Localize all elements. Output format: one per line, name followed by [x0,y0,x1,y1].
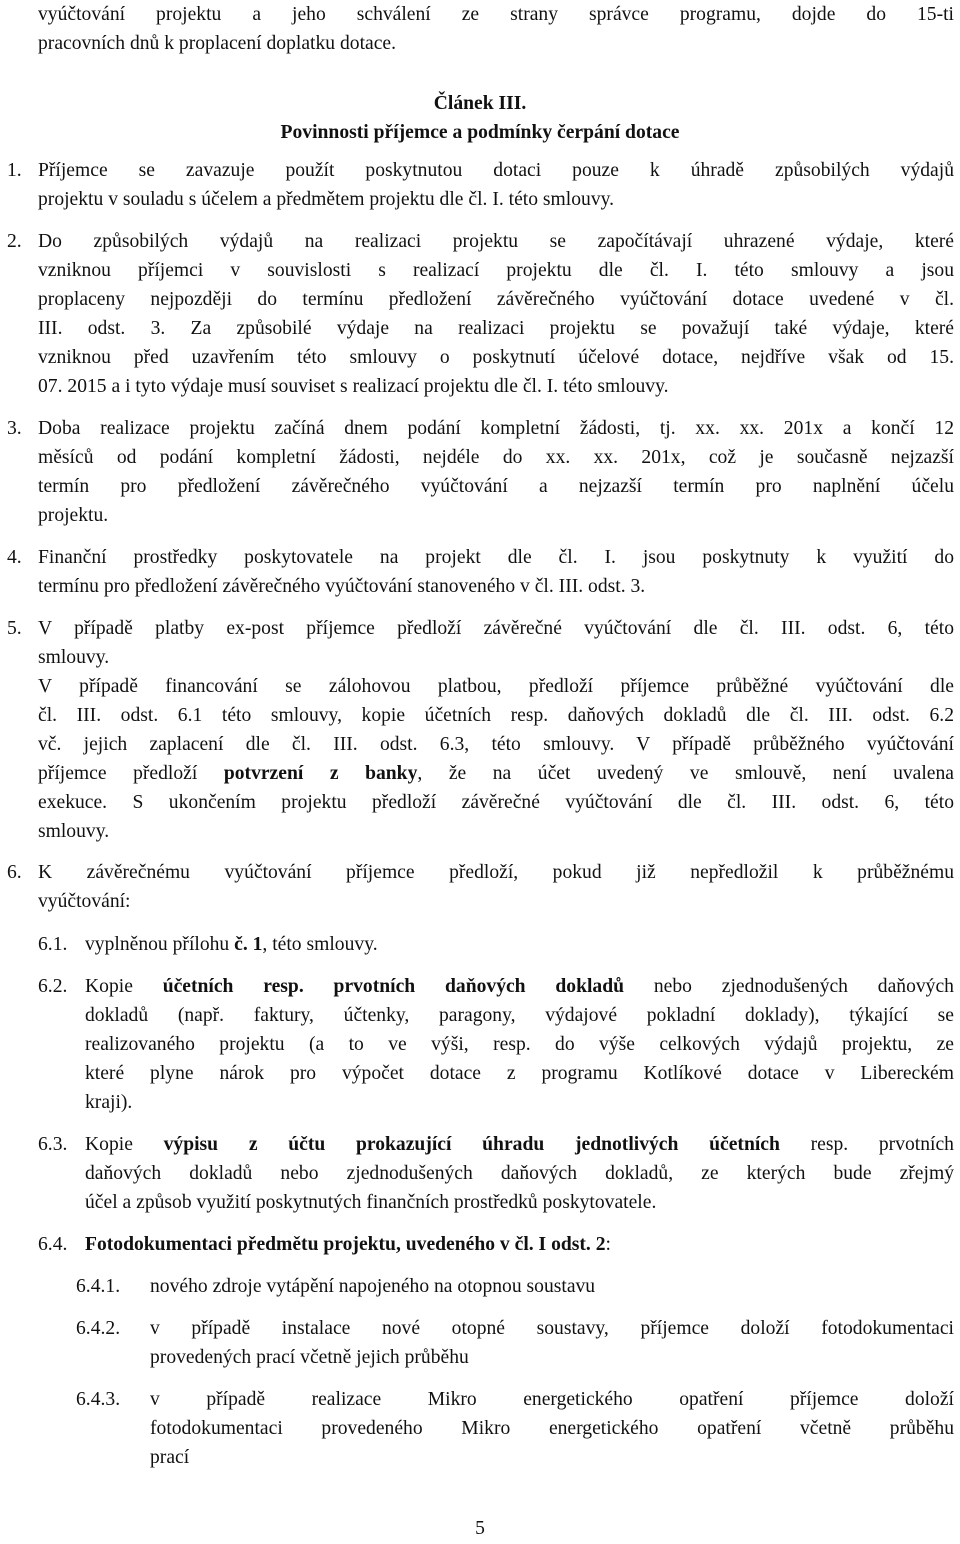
bold-text: účetních resp. prvotních daňových dokladů [162,976,625,997]
text-run: Kopie [85,976,163,997]
paragraph-line: projektu v souladu s účelem a předmětem projektu dle čl. I. této smlouvy. [38,189,615,210]
paragraph-line: V případě platby ex-post příjemce předloží závěrečné vyúčtování dle čl. III. odst. 6, této [38,618,954,639]
bold-text: výpisu z účtu prokazující úhradu jednotlivých účetních [163,1134,780,1155]
paragraph-line: Do způsobilých výdajů na realizaci projektu se započítávají uhrazené výdaje, které [38,231,954,252]
paragraph-line: realizovaného projektu (a to ve výši, resp. do výše celkových výdajů projektu, ze [85,1034,954,1055]
paragraph-line: účel a způsob využití poskytnutých finančních prostředků poskytovatele. [85,1192,657,1213]
bold-text: Fotodokumentaci předmětu projektu, uvedeného v čl. I odst. 2 [85,1234,606,1255]
paragraph-line: nového zdroje vytápění napojeného na otopnou soustavu [150,1276,596,1297]
text-run: , této smlouvy. [262,934,378,955]
article-title: Článek III. [433,93,527,114]
paragraph-line: Doba realizace projektu začíná dnem podání kompletní žádosti, tj. xx. xx. 201x a končí 12 [38,418,954,439]
paragraph-line: daňových dokladů nebo zjednodušených daňových dokladů, ze kterých bude zřejmý [85,1163,954,1184]
paragraph-line: termínu pro předložení závěrečného vyúčtování stanoveného v čl. III. odst. 3. [38,576,646,597]
item-number: 1. [7,160,22,181]
paragraph-line [85,1130,954,1160]
bold-text: potvrzení z banky [223,763,418,784]
subitem-number: 6.2. [38,976,68,997]
paragraph-line: vyúčtování: [38,891,131,912]
paragraph-line: fotodokumentaci provedeného Mikro energetického opatření včetně průběhu [150,1418,954,1439]
paragraph-line: smlouvy. [38,647,110,668]
subitem-number: 6.1. [38,934,68,955]
text-run: nebo zjednodušených daňových [624,976,954,997]
paragraph-line: III. odst. 3. Za způsobilé výdaje na realizaci projektu se považují také výdaje, které [38,318,954,339]
item-number: 2. [7,231,22,252]
paragraph-line: čl. III. odst. 6.1 této smlouvy, kopie účetních resp. daňových dokladů dle čl. III. odst. 6.2 [38,705,954,726]
paragraph-line: Příjemce se zavazuje použít poskytnutou dotaci pouze k úhradě způsobilých výdajů [38,160,954,181]
paragraph-line: 07. 2015 a i tyto výdaje musí souviset s realizací projektu dle čl. I. této smlouvy. [38,376,669,397]
paragraph-line: kraji). [85,1092,133,1113]
paragraph-line: dokladů (např. faktury, účtenky, paragony, výdajové pokladní doklady), týkající se [85,1005,954,1026]
paragraph-line: projektu. [38,505,109,526]
paragraph-line: termín pro předložení závěrečného vyúčtování a nejzazší termín pro naplnění účelu [38,476,954,497]
paragraph-line: které plyne nárok pro výpočet dotace z programu Kotlíkové dotace v Libereckém [85,1063,954,1084]
page-number: 5 [475,1518,485,1539]
paragraph-line: v případě instalace nové otopné soustavy, příjemce doloží fotodokumentaci [150,1318,954,1339]
bold-text: č. 1 [234,934,263,955]
paragraph-line: v případě realizace Mikro energetického opatření příjemce doloží [150,1389,954,1410]
paragraph-line: Finanční prostředky poskytovatele na projekt dle čl. I. jsou poskytnuty k využití do [38,547,954,568]
text-run: Kopie [85,1134,164,1155]
paragraph-line: smlouvy. [38,821,110,842]
paragraph-line [85,930,954,960]
item-number: 5. [7,618,22,639]
text-run: , že na účet uvedený ve smlouvě, není uvalena [417,763,954,784]
text-run: vyplněnou přílohu [85,934,235,955]
subitem-number: 6.4.2. [76,1318,121,1339]
article-subtitle: Povinnosti příjemce a podmínky čerpání dotace [280,122,680,143]
text-run: resp. prvotních [779,1134,954,1155]
intro-line: pracovních dnů k proplacení doplatku dotace. [38,33,397,54]
paragraph-line: vzniknou příjemci v souvislosti s realizací projektu dle čl. I. této smlouvy a jsou [38,260,954,281]
paragraph-line [38,759,954,789]
item-number: 4. [7,547,22,568]
subitem-number: 6.4. [38,1234,68,1255]
paragraph-line: proplaceny nejpozději do termínu předložení závěrečného vyúčtování dotace uvedené v čl. [38,289,954,310]
paragraph-line: prací [150,1447,190,1468]
paragraph-line: exekuce. S ukončením projektu předloží závěrečné vyúčtování dle čl. III. odst. 6, této [38,792,954,813]
subitem-number: 6.4.3. [76,1389,121,1410]
subitem-number: 6.4.1. [76,1276,121,1297]
intro-line: vyúčtování projektu a jeho schválení ze strany správce programu, dojde do 15-ti [38,4,954,25]
paragraph-line: V případě financování se zálohovou platbou, předloží příjemce průběžné vyúčtování dle [38,676,954,697]
paragraph-line: měsíců od podání kompletní žádosti, nejdéle do xx. xx. 201x, což je současně nejzazší [38,447,954,468]
paragraph-line: vzniknou před uzavřením této smlouvy o poskytnutí účelové dotace, nejdříve však od 15. [38,347,954,368]
item-number: 3. [7,418,22,439]
text-run: : [605,1234,611,1255]
paragraph-line [85,972,954,1002]
paragraph-line: vč. jejich zaplacení dle čl. III. odst. 6.3, této smlouvy. V případě průběžného vyúčtování [38,734,954,755]
paragraph-line: provedených prací včetně jejich průběhu [150,1347,469,1368]
paragraph-line: K závěrečnému vyúčtování příjemce předloží, pokud již nepředložil k průběžnému [38,862,954,883]
subitem-number: 6.3. [38,1134,68,1155]
item-number: 6. [7,862,22,883]
paragraph-line [85,1230,954,1260]
text-run: příjemce předloží [38,763,224,784]
